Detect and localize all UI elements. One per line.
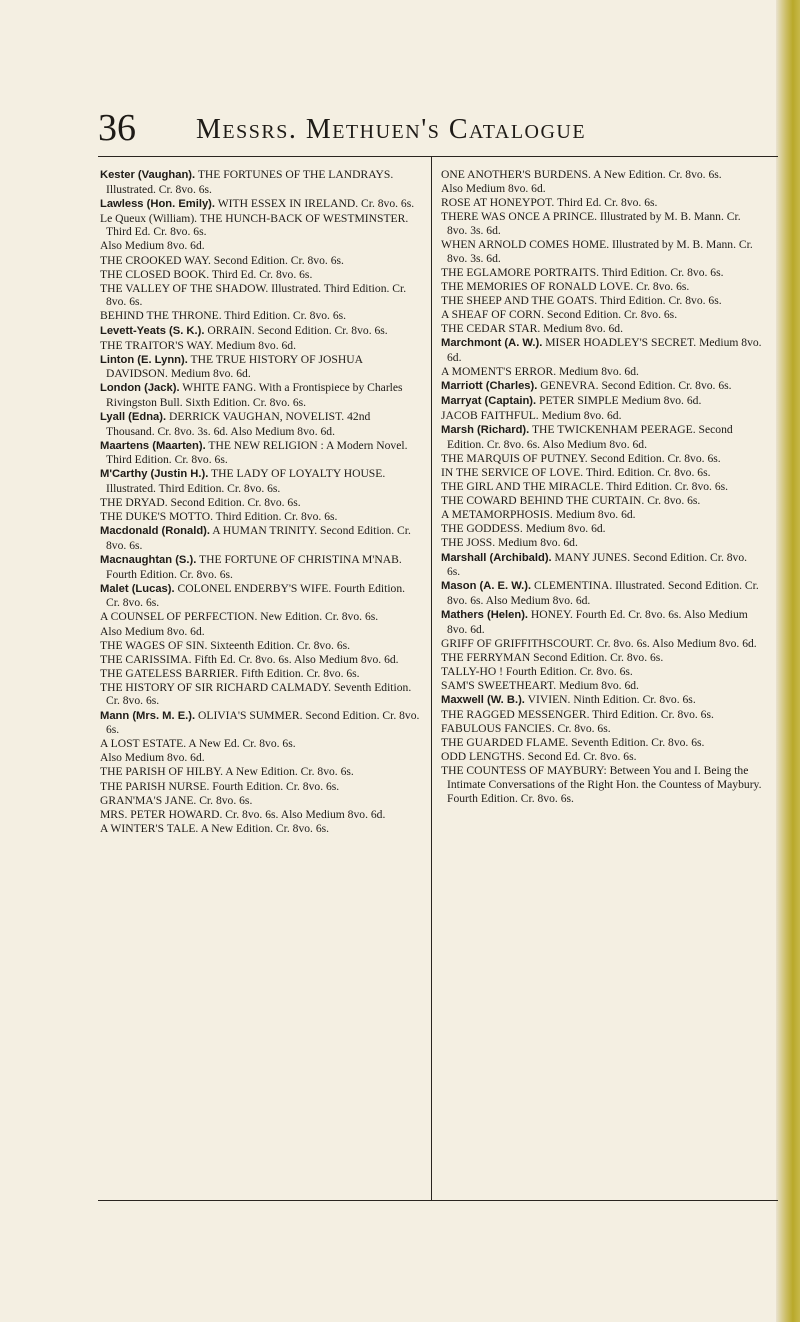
- page-number: 36: [98, 107, 136, 149]
- catalogue-entry: THE HISTORY OF SIR RICHARD CALMADY. Seventh Edition. Cr. 8vo. 6s.: [100, 680, 412, 708]
- catalogue-entry: THERE WAS ONCE A PRINCE. Illustrated by M. B. Mann. Cr. 8vo. 3s. 6d.: [441, 210, 741, 237]
- entry-author: Macdonald (Ronald).: [100, 525, 211, 538]
- catalogue-entry: Le Queux (William). THE HUNCH-BACK OF WESTMINSTER. Third Ed. Cr. 8vo. 6s.: [100, 211, 409, 239]
- entry-author: Kester (Vaughan).: [100, 169, 196, 181]
- catalogue-entry: Maxwell (W. B.). VIVIEN. Ninth Edition. Cr. 8vo. 6s.: [441, 692, 696, 706]
- catalogue-entry: Marryat (Captain). PETER SIMPLE Medium 8vo. 6d.: [441, 394, 702, 407]
- catalogue-entry: GRAN'MA'S JANE. Cr. 8vo. 6s.: [100, 793, 253, 807]
- catalogue-entry: THE MARQUIS OF PUTNEY. Second Edition. Cr. 8vo. 6s.: [441, 451, 721, 465]
- entry-author: Mason (A. E. W.).: [441, 580, 532, 593]
- catalogue-entry: ONE ANOTHER'S BURDENS. A New Edition. Cr. 8vo. 6s.: [441, 168, 722, 181]
- catalogue-entry: THE GATELESS BARRIER. Fifth Edition. Cr. 8vo. 6s.: [100, 666, 360, 680]
- catalogue-entry: SAM'S SWEETHEART. Medium 8vo. 6d.: [441, 678, 639, 692]
- entry-author: Marshall (Archibald).: [441, 551, 552, 564]
- catalogue-entry: Macdonald (Ronald). A HUMAN TRINITY. Second Edition. Cr. 8vo. 6s.: [100, 524, 411, 552]
- catalogue-entry: THE CROOKED WAY. Second Edition. Cr. 8vo. 6s.: [100, 253, 344, 267]
- catalogue-entry: THE WAGES OF SIN. Sixteenth Edition. Cr. 8vo. 6s.: [100, 638, 351, 652]
- entry-author: M'Carthy (Justin H.).: [100, 468, 209, 481]
- entry-author: Maartens (Maarten).: [100, 439, 206, 452]
- catalogue-entry: IN THE SERVICE OF LOVE. Third. Edition. Cr. 8vo. 6s.: [441, 465, 711, 479]
- left-column: [100, 168, 421, 836]
- entry-author: Maxwell (W. B.).: [441, 693, 525, 706]
- catalogue-entry: A LOST ESTATE. A New Ed. Cr. 8vo. 6s.: [100, 737, 296, 751]
- catalogue-entry: A METAMORPHOSIS. Medium 8vo. 6d.: [441, 508, 636, 522]
- catalogue-entry: FABULOUS FANCIES. Cr. 8vo. 6s.: [441, 722, 611, 736]
- catalogue-entry: THE GIRL AND THE MIRACLE. Third Edition. Cr. 8vo. 6s.: [441, 480, 729, 494]
- catalogue-entry: Malet (Lucas). COLONEL ENDERBY'S WIFE. Fourth Edition. Cr. 8vo. 6s.: [100, 581, 406, 610]
- catalogue-entry: Macnaughtan (S.). THE FORTUNE OF CHRISTINA M'NAB. Fourth Edition. Cr. 8vo. 6s.: [100, 553, 402, 581]
- catalogue-entry: ROSE AT HONEYPOT. Third Ed. Cr. 8vo. 6s.: [441, 196, 658, 210]
- right-column: [441, 168, 762, 806]
- entry-author: Marryat (Captain).: [441, 395, 537, 407]
- catalogue-entry: THE FERRYMAN Second Edition. Cr. 8vo. 6s.: [441, 650, 664, 664]
- catalogue-entry: Lyall (Edna). DERRICK VAUGHAN, NOVELIST. 42nd Thousand. Cr. 8vo. 3s. 6d. Also Medium 8vo. 6d.: [100, 410, 371, 438]
- entry-author: Marsh (Richard).: [441, 424, 530, 437]
- catalogue-entry: Also Medium 8vo. 6d.: [441, 182, 546, 196]
- catalogue-entry: Marshall (Archibald). MANY JUNES. Second Edition. Cr. 8vo. 6s.: [441, 550, 748, 579]
- entry-author: Levett-Yeats (S. K.).: [100, 324, 205, 337]
- catalogue-entry: THE CARISSIMA. Fifth Ed. Cr. 8vo. 6s. Also Medium 8vo. 6d.: [100, 652, 399, 666]
- catalogue-entry: Lawless (Hon. Emily). WITH ESSEX IN IRELAND. Cr. 8vo. 6s.: [100, 196, 415, 210]
- catalogue-entry: TALLY-HO ! Fourth Edition. Cr. 8vo. 6s.: [441, 664, 633, 678]
- catalogue-entry: A COUNSEL OF PERFECTION. New Edition. Cr. 8vo. 6s.: [100, 610, 379, 624]
- entry-author: Mathers (Helen).: [441, 608, 529, 621]
- entry-author: Lawless (Hon. Emily).: [100, 197, 216, 210]
- page-edge: [776, 0, 800, 1322]
- catalogue-entry: THE TRAITOR'S WAY. Medium 8vo. 6d.: [100, 338, 296, 352]
- catalogue-entry: THE PARISH OF HILBY. A New Edition. Cr. 8vo. 6s.: [100, 765, 354, 779]
- catalogue-entry: GRIFF OF GRIFFITHSCOURT. Cr. 8vo. 6s. Also Medium 8vo. 6d.: [441, 636, 757, 650]
- catalogue-entry: THE CEDAR STAR. Medium 8vo. 6d.: [441, 322, 623, 336]
- entry-author: Mann (Mrs. M. E.).: [100, 709, 196, 722]
- catalogue-entry: MRS. PETER HOWARD. Cr. 8vo. 6s. Also Medium 8vo. 6d.: [100, 807, 386, 821]
- column-rule: [431, 157, 432, 1200]
- catalogue-entry: Mathers (Helen). HONEY. Fourth Ed. Cr. 8vo. 6s. Also Medium 8vo. 6d.: [441, 607, 748, 636]
- entry-author: Lyall (Edna).: [100, 411, 167, 424]
- bottom-rule: [98, 1200, 778, 1201]
- catalogue-entry: Marsh (Richard). THE TWICKENHAM PEERAGE. Second Edition. Cr. 8vo. 6s. Also Medium 8vo. 6d.: [441, 423, 733, 451]
- catalogue-entry: Also Medium 8vo. 6d.: [100, 239, 205, 253]
- catalogue-entry: THE DRYAD. Second Edition. Cr. 8vo. 6s.: [100, 496, 301, 510]
- catalogue-entry: Levett-Yeats (S. K.). ORRAIN. Second Edition. Cr. 8vo. 6s.: [100, 323, 388, 337]
- entry-author: Malet (Lucas).: [100, 582, 175, 595]
- entry-author: Marchmont (A. W.).: [441, 337, 543, 350]
- page-header: [98, 100, 778, 157]
- catalogue-entry: THE CLOSED BOOK. Third Ed. Cr. 8vo. 6s.: [100, 267, 313, 281]
- catalogue-entry: Maartens (Maarten). THE NEW RELIGION : A Modern Novel. Third Edition. Cr. 8vo. 6s.: [100, 438, 408, 467]
- entry-author: London (Jack).: [100, 382, 180, 395]
- running-title: Messrs. Methuen's Catalogue: [196, 114, 587, 145]
- entry-author: Linton (E. Lynn).: [100, 353, 188, 366]
- catalogue-entry: THE EGLAMORE PORTRAITS. Third Edition. Cr. 8vo. 6s.: [441, 265, 724, 279]
- catalogue-entry: Also Medium 8vo. 6d.: [100, 624, 205, 638]
- catalogue-entry: BEHIND THE THRONE. Third Edition. Cr. 8vo. 6s.: [100, 309, 347, 323]
- catalogue-entry: THE COWARD BEHIND THE CURTAIN. Cr. 8vo. 6s.: [441, 494, 701, 508]
- catalogue-entry: A WINTER'S TALE. A New Edition. Cr. 8vo. 6s.: [100, 821, 330, 835]
- catalogue-entry: Mann (Mrs. M. E.). OLIVIA'S SUMMER. Second Edition. Cr. 8vo. 6s.: [100, 708, 420, 737]
- catalogue-entry: THE MEMORIES OF RONALD LOVE. Cr. 8vo. 6s.: [441, 279, 690, 293]
- catalogue-entry: THE SHEEP AND THE GOATS. Third Edition. Cr. 8vo. 6s.: [441, 293, 722, 307]
- catalogue-entry: ODD LENGTHS. Second Ed. Cr. 8vo. 6s.: [441, 750, 637, 764]
- catalogue-entry: Also Medium 8vo. 6d.: [100, 751, 205, 765]
- catalogue-entry: M'Carthy (Justin H.). THE LADY OF LOYALTY HOUSE. Illustrated. Third Edition. Cr. 8vo. 6s.: [100, 467, 386, 496]
- catalogue-entry: A SHEAF OF CORN. Second Edition. Cr. 8vo. 6s.: [441, 307, 678, 321]
- catalogue-entry: THE COUNTESS OF MAYBURY: Between You and I. Being the Intimate Conversations of the Right Hon. the Countess of Maybury. Fourth Edition. Cr. 8vo. 6s.: [441, 764, 762, 805]
- catalogue-entry: London (Jack). WHITE FANG. With a Frontispiece by Charles Rivingston Bull. Sixth Edition. Cr. 8vo. 6s.: [100, 381, 403, 409]
- catalogue-entry: THE GUARDED FLAME. Seventh Edition. Cr. 8vo. 6s.: [441, 736, 705, 750]
- catalogue-page: [98, 100, 778, 1250]
- catalogue-entry: THE RAGGED MESSENGER. Third Edition. Cr. 8vo. 6s.: [441, 708, 714, 722]
- catalogue-entry: Mason (A. E. W.). CLEMENTINA. Illustrated. Second Edition. Cr. 8vo. 6s. Also Medium 8vo. 6d.: [441, 579, 759, 607]
- catalogue-entry: Marriott (Charles). GENEVRA. Second Edition. Cr. 8vo. 6s.: [441, 378, 732, 392]
- catalogue-entry: Kester (Vaughan). THE FORTUNES OF THE LANDRAYS. Illustrated. Cr. 8vo. 6s.: [100, 168, 394, 196]
- catalogue-entry: THE GODDESS. Medium 8vo. 6d.: [441, 522, 606, 536]
- catalogue-entry: JACOB FAITHFUL. Medium 8vo. 6d.: [441, 409, 622, 423]
- catalogue-entry: WHEN ARNOLD COMES HOME. Illustrated by M. B. Mann. Cr. 8vo. 3s. 6d.: [441, 237, 753, 265]
- catalogue-entry: THE DUKE'S MOTTO. Third Edition. Cr. 8vo. 6s.: [100, 510, 338, 524]
- entry-author: Marriott (Charles).: [441, 379, 538, 392]
- catalogue-entry: THE PARISH NURSE. Fourth Edition. Cr. 8vo. 6s.: [100, 779, 340, 793]
- entry-author: Macnaughtan (S.).: [100, 554, 197, 567]
- catalogue-entry: THE JOSS. Medium 8vo. 6d.: [441, 536, 578, 550]
- catalogue-entry: A MOMENT'S ERROR. Medium 8vo. 6d.: [441, 364, 639, 378]
- catalogue-entry: Marchmont (A. W.). MISER HOADLEY'S SECRET. Medium 8vo. 6d.: [441, 336, 762, 364]
- catalogue-entry: THE VALLEY OF THE SHADOW. Illustrated. Third Edition. Cr. 8vo. 6s.: [100, 281, 407, 309]
- catalogue-entry: Linton (E. Lynn). THE TRUE HISTORY OF JOSHUA DAVIDSON. Medium 8vo. 6d.: [100, 352, 363, 381]
